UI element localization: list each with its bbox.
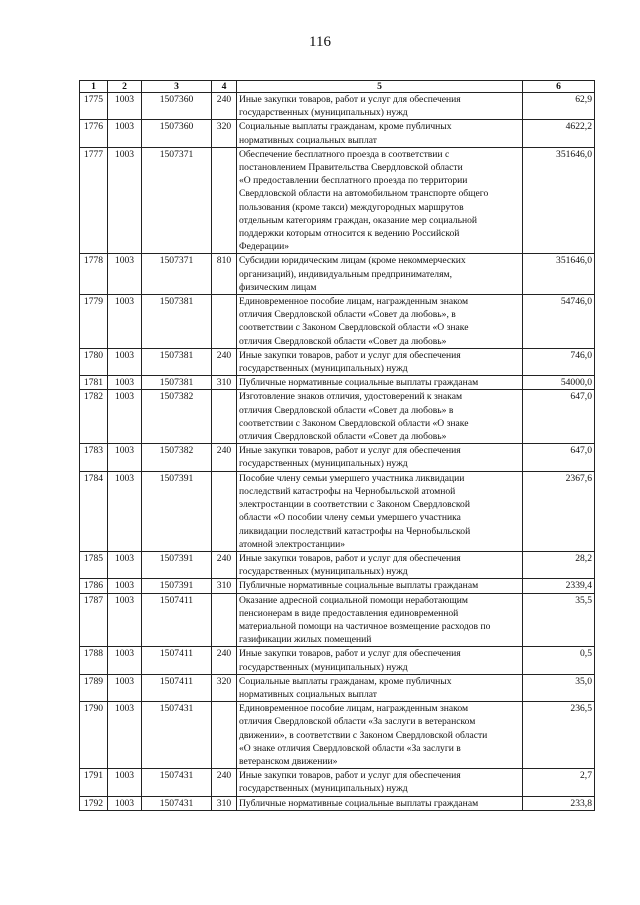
expense-type-cell [212, 593, 237, 647]
item-name-line: государственных (муниципальных) нужд [239, 107, 408, 119]
section-code-cell: 1003 [108, 295, 142, 349]
item-name-line: Социальные выплаты гражданам, кроме публичных [239, 675, 452, 687]
item-name-line: организаций), индивидуальным предпринимателям, [239, 268, 452, 280]
table-row [80, 551, 595, 578]
item-name-line: ветеранском движении» [239, 755, 338, 767]
item-name-line: Обеспечение бесплатного проезда в соответствии с [239, 148, 450, 160]
item-name-cell [237, 769, 523, 796]
row-number-cell: 1780 [80, 348, 108, 375]
item-name-line: Единовременное пособие лицам, награжденным знаком [239, 703, 469, 715]
amount-cell: 54746,0 [523, 295, 595, 349]
target-article-cell: 1507431 [142, 702, 212, 769]
table-row [80, 702, 595, 769]
table-row [80, 295, 595, 349]
section-code-cell: 1003 [108, 444, 142, 471]
item-name-line: отличия Свердловской области «Совет да любовь» [239, 335, 447, 347]
table-row [80, 769, 595, 796]
table-row [80, 647, 595, 674]
item-name-line: государственных (муниципальных) нужд [239, 363, 408, 375]
section-code-cell: 1003 [108, 390, 142, 444]
expense-type-cell [212, 702, 237, 769]
item-name-cell [237, 390, 523, 444]
target-article-cell: 1507382 [142, 444, 212, 471]
item-name-line: отдельным категориям граждан, оказание мер социальной [239, 214, 478, 226]
row-number-cell: 1779 [80, 295, 108, 349]
table-row [80, 120, 595, 147]
target-article-cell: 1507431 [142, 796, 212, 810]
target-article-cell: 1507371 [142, 147, 212, 254]
amount-cell: 236,5 [523, 702, 595, 769]
expense-type-cell: 240 [212, 551, 237, 578]
item-name-line: электростанции в соответствии с Законом Свердловской [239, 499, 470, 511]
amount-cell: 0,5 [523, 647, 595, 674]
item-name-cell [237, 796, 523, 810]
row-number-cell: 1789 [80, 674, 108, 701]
item-name-line: Публичные нормативные социальные выплаты гражданам [239, 377, 479, 389]
item-name-line: отличия Свердловской области «Совет да любовь» в [239, 404, 454, 416]
amount-cell: 28,2 [523, 551, 595, 578]
section-code-cell: 1003 [108, 551, 142, 578]
item-name-line: постановлением Правительства Свердловской области [239, 162, 463, 174]
item-name-line: Иные закупки товаров, работ и услуг для обеспечения [239, 552, 461, 564]
target-article-cell: 1507391 [142, 579, 212, 593]
table-row [80, 93, 595, 120]
item-name-line: физическим лицам [239, 281, 317, 293]
table-row [80, 471, 595, 551]
target-article-cell: 1507382 [142, 390, 212, 444]
item-name-cell [237, 93, 523, 120]
row-number-cell: 1792 [80, 796, 108, 810]
section-code-cell: 1003 [108, 674, 142, 701]
column-header: 3 [142, 81, 212, 93]
target-article-cell: 1507431 [142, 769, 212, 796]
section-code-cell: 1003 [108, 254, 142, 295]
section-code-cell: 1003 [108, 769, 142, 796]
table-row [80, 674, 595, 701]
section-code-cell: 1003 [108, 348, 142, 375]
item-name-line: отличия Свердловской области «Совет да любовь», в [239, 309, 456, 321]
item-name-line: Единовременное пособие лицам, награжденным знаком [239, 296, 469, 308]
expense-type-cell [212, 471, 237, 551]
amount-cell: 351646,0 [523, 147, 595, 254]
table-row [80, 796, 595, 810]
item-name-line: нормативных социальных выплат [239, 688, 377, 700]
item-name-cell [237, 593, 523, 647]
column-header: 1 [80, 81, 108, 93]
row-number-cell: 1782 [80, 390, 108, 444]
item-name-cell [237, 295, 523, 349]
section-code-cell: 1003 [108, 376, 142, 390]
expense-type-cell: 240 [212, 647, 237, 674]
item-name-line: атомной электростанции» [239, 538, 346, 550]
expense-type-cell [212, 295, 237, 349]
item-name-line: области «О пособии члену семьи умершего участника [239, 512, 461, 524]
item-name-line: соответствии с Законом Свердловской области «О знаке [239, 322, 469, 334]
item-name-line: Свердловской области на автомобильном транспорте общего [239, 188, 489, 200]
item-name-cell [237, 579, 523, 593]
table-row [80, 579, 595, 593]
row-number-cell: 1791 [80, 769, 108, 796]
item-name-line: Пособие члену семьи умершего участника ликвидации [239, 472, 465, 484]
amount-cell: 62,9 [523, 93, 595, 120]
target-article-cell: 1507381 [142, 376, 212, 390]
row-number-cell: 1787 [80, 593, 108, 647]
section-code-cell: 1003 [108, 702, 142, 769]
budget-table [79, 80, 595, 811]
table-header-row [80, 81, 595, 93]
row-number-cell: 1783 [80, 444, 108, 471]
amount-cell: 351646,0 [523, 254, 595, 295]
row-number-cell: 1790 [80, 702, 108, 769]
item-name-line: «О предоставлении бесплатного проезда по территории [239, 175, 468, 187]
target-article-cell: 1507360 [142, 93, 212, 120]
item-name-cell [237, 120, 523, 147]
section-code-cell: 1003 [108, 471, 142, 551]
item-name-line: Публичные нормативные социальные выплаты гражданам [239, 797, 479, 809]
expense-type-cell: 240 [212, 348, 237, 375]
amount-cell: 2339,4 [523, 579, 595, 593]
item-name-cell [237, 376, 523, 390]
item-name-line: Публичные нормативные социальные выплаты гражданам [239, 580, 479, 592]
item-name-cell [237, 551, 523, 578]
item-name-line: Федерации» [239, 241, 290, 253]
amount-cell: 54000,0 [523, 376, 595, 390]
item-name-line: поддержки которым относится к ведению Российской [239, 228, 460, 240]
amount-cell: 233,8 [523, 796, 595, 810]
amount-cell: 2367,6 [523, 471, 595, 551]
page-number: 116 [309, 34, 331, 50]
target-article-cell: 1507411 [142, 647, 212, 674]
item-name-line: государственных (муниципальных) нужд [239, 661, 408, 673]
amount-cell: 647,0 [523, 390, 595, 444]
expense-type-cell [212, 390, 237, 444]
item-name-line: Субсидии юридическим лицам (кроме некоммерческих [239, 255, 466, 267]
target-article-cell: 1507391 [142, 471, 212, 551]
target-article-cell: 1507360 [142, 120, 212, 147]
row-number-cell: 1786 [80, 579, 108, 593]
row-number-cell: 1781 [80, 376, 108, 390]
item-name-line: отличия Свердловской области «За заслуги в ветеранском [239, 716, 476, 728]
expense-type-cell: 310 [212, 796, 237, 810]
table-row [80, 254, 595, 295]
item-name-line: государственных (муниципальных) нужд [239, 783, 408, 795]
item-name-line: материальной помощи на частичное возмещение расходов по [239, 620, 491, 632]
target-article-cell: 1507411 [142, 674, 212, 701]
amount-cell: 35,5 [523, 593, 595, 647]
item-name-line: «О знаке отличия Свердловской области «За заслуги в [239, 742, 461, 754]
item-name-line: движении», в соответствии с Законом Свердловской области [239, 729, 488, 741]
expense-type-cell: 310 [212, 376, 237, 390]
item-name-line: ликвидации последствий катастрофы на Чернобыльской [239, 525, 471, 537]
column-header: 2 [108, 81, 142, 93]
section-code-cell: 1003 [108, 647, 142, 674]
item-name-line: Иные закупки товаров, работ и услуг для обеспечения [239, 770, 461, 782]
row-number-cell: 1777 [80, 147, 108, 254]
section-code-cell: 1003 [108, 579, 142, 593]
item-name-line: Социальные выплаты гражданам, кроме публичных [239, 121, 452, 133]
target-article-cell: 1507371 [142, 254, 212, 295]
table-row [80, 593, 595, 647]
item-name-line: Иные закупки товаров, работ и услуг для обеспечения [239, 94, 461, 105]
item-name-cell [237, 147, 523, 254]
item-name-line: нормативных социальных выплат [239, 134, 377, 146]
section-code-cell: 1003 [108, 93, 142, 120]
item-name-line: соответствии с Законом Свердловской области «О знаке [239, 417, 469, 429]
column-header: 5 [237, 81, 523, 93]
column-header: 4 [212, 81, 237, 93]
item-name-line: Иные закупки товаров, работ и услуг для обеспечения [239, 445, 461, 457]
item-name-line: пользования (кроме такси) междугородных маршрутов [239, 201, 464, 213]
amount-cell: 2,7 [523, 769, 595, 796]
amount-cell: 35,0 [523, 674, 595, 701]
row-number-cell: 1778 [80, 254, 108, 295]
expense-type-cell [212, 147, 237, 254]
item-name-cell [237, 647, 523, 674]
item-name-line: последствий катастрофы на Чернобыльской атомной [239, 485, 456, 497]
item-name-cell [237, 471, 523, 551]
item-name-line: Иные закупки товаров, работ и услуг для обеспечения [239, 648, 461, 660]
table-body [80, 93, 595, 811]
expense-type-cell: 240 [212, 93, 237, 120]
target-article-cell: 1507381 [142, 295, 212, 349]
item-name-line: Иные закупки товаров, работ и услуг для обеспечения [239, 349, 461, 361]
item-name-line: пенсионерам в виде предоставления единовременной [239, 607, 459, 619]
item-name-cell [237, 348, 523, 375]
table-row [80, 444, 595, 471]
column-header: 6 [523, 81, 595, 93]
row-number-cell: 1775 [80, 93, 108, 120]
section-code-cell: 1003 [108, 147, 142, 254]
expense-type-cell: 310 [212, 579, 237, 593]
table-row [80, 147, 595, 254]
expense-type-cell: 240 [212, 769, 237, 796]
item-name-line: Оказание адресной социальной помощи неработающим [239, 594, 468, 606]
expense-type-cell: 320 [212, 674, 237, 701]
table-row [80, 376, 595, 390]
target-article-cell: 1507381 [142, 348, 212, 375]
item-name-line: газификации жилых помещений [239, 634, 372, 646]
amount-cell: 746,0 [523, 348, 595, 375]
section-code-cell: 1003 [108, 120, 142, 147]
row-number-cell: 1784 [80, 471, 108, 551]
target-article-cell: 1507391 [142, 551, 212, 578]
expense-type-cell: 810 [212, 254, 237, 295]
item-name-cell [237, 254, 523, 295]
table-row [80, 348, 595, 375]
section-code-cell: 1003 [108, 796, 142, 810]
expense-type-cell: 240 [212, 444, 237, 471]
item-name-line: Изготовление знаков отличия, удостоверений к знакам [239, 391, 463, 403]
item-name-line: отличия Свердловской области «Совет да любовь» [239, 431, 447, 443]
target-article-cell: 1507411 [142, 593, 212, 647]
amount-cell: 4622,2 [523, 120, 595, 147]
section-code-cell: 1003 [108, 593, 142, 647]
item-name-line: государственных (муниципальных) нужд [239, 458, 408, 470]
row-number-cell: 1785 [80, 551, 108, 578]
row-number-cell: 1788 [80, 647, 108, 674]
item-name-line: государственных (муниципальных) нужд [239, 566, 408, 578]
item-name-cell [237, 674, 523, 701]
row-number-cell: 1776 [80, 120, 108, 147]
table-row [80, 390, 595, 444]
expense-type-cell: 320 [212, 120, 237, 147]
item-name-cell [237, 702, 523, 769]
item-name-cell [237, 444, 523, 471]
amount-cell: 647,0 [523, 444, 595, 471]
